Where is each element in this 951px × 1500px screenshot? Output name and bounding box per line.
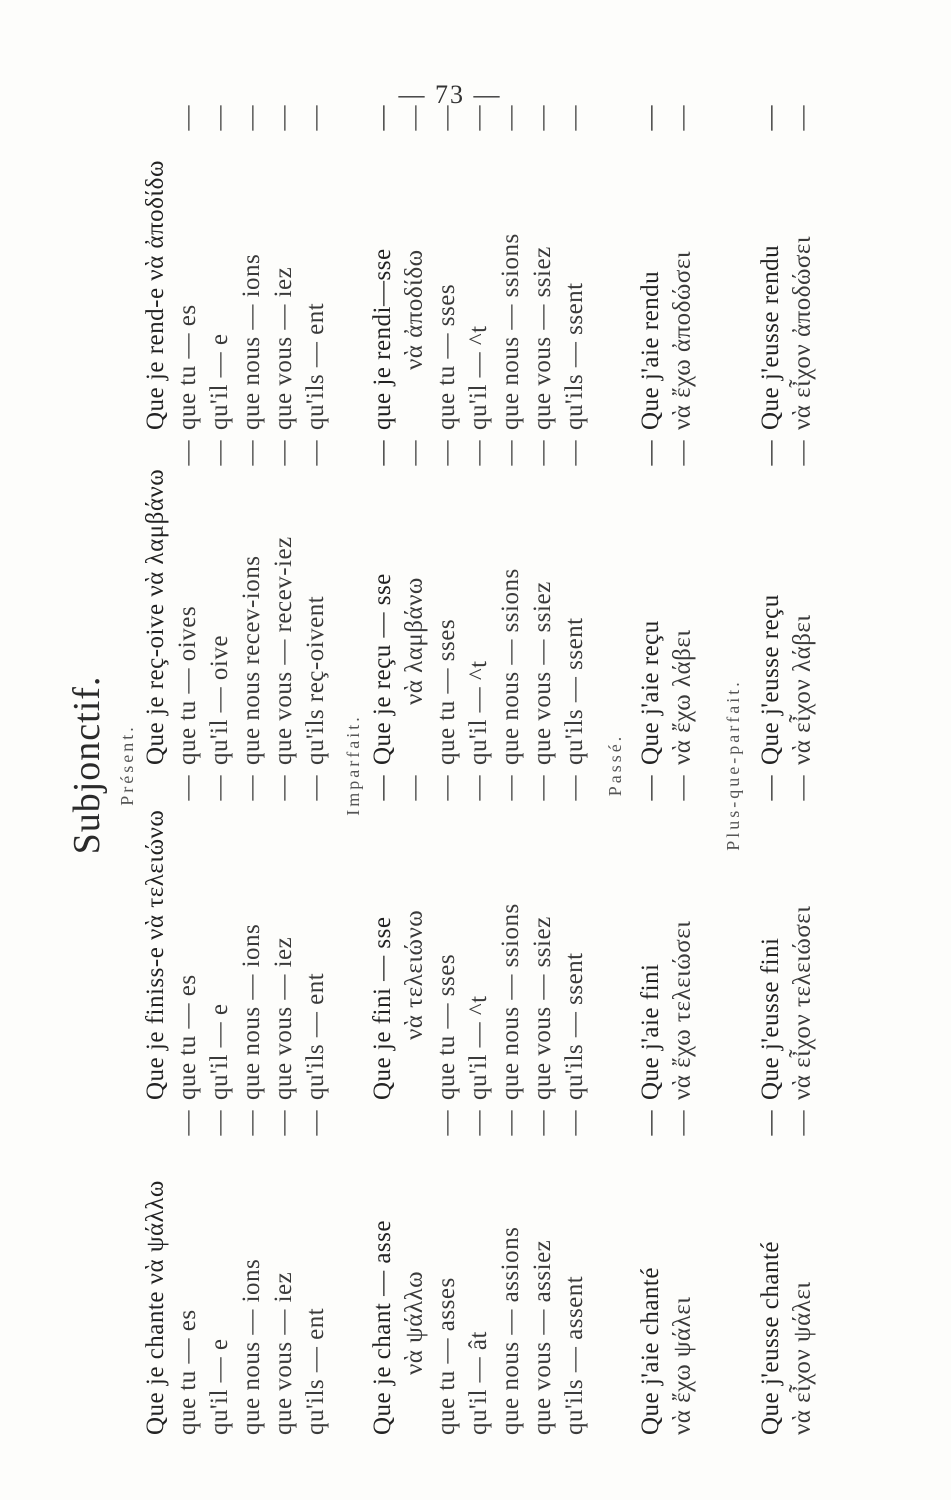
conjugation-text: Que j'eusse fini [757, 937, 784, 1100]
conjugation-dash: — [789, 440, 816, 466]
conjugation-row [172, 95, 204, 430]
conjugation-row [559, 430, 591, 765]
conjugation-row [367, 765, 399, 1100]
conjugation-dash: — [789, 1110, 816, 1136]
conjugation-text: Que je rend-e νὰ ἀποδίδω [142, 160, 169, 430]
conjugation-row [495, 430, 527, 765]
rotated-content [66, 95, 895, 1435]
conjugation-text: que nous — assions [497, 1226, 524, 1435]
conjugation-dash: — [757, 775, 784, 801]
conjugation-row [527, 430, 559, 765]
conjugation-dash: — [497, 105, 524, 131]
passe-column-3 [635, 430, 699, 765]
conjugation-row [527, 765, 559, 1100]
conjugation-dash [140, 430, 172, 440]
conjugation-dash: — [302, 105, 329, 131]
conjugation-row [559, 95, 591, 430]
page-title: Subjonctif. [66, 675, 108, 855]
conjugation-dash: — [465, 1110, 492, 1136]
conjugation-text: qu'il — ^t [465, 325, 492, 430]
plusqueparfait-column-2 [755, 765, 819, 1100]
imparfait-column-3 [367, 430, 591, 765]
conjugation-row [667, 95, 699, 430]
conjugation-text: qu'ils reç-oivent [302, 595, 329, 765]
conjugation-row [431, 1100, 463, 1435]
conjugation-row [140, 430, 172, 765]
conjugation-text: qu'ils — ssent [561, 282, 588, 430]
conjugation-row [204, 1100, 236, 1435]
conjugation-row [787, 765, 819, 1100]
conjugation-dash: — [529, 440, 556, 466]
conjugation-dash [399, 1100, 431, 1110]
conjugation-dash: — [637, 440, 664, 466]
conjugation-text: que nous — ssions [497, 568, 524, 765]
conjugation-row [300, 430, 332, 765]
conjugation-row [268, 430, 300, 765]
conjugation-row [495, 1100, 527, 1435]
conjugation-text: Que j'eusse reçu [757, 594, 784, 765]
plusqueparfait-column-4 [755, 95, 819, 430]
conjugation-text: Que j'aie fini [637, 963, 664, 1100]
conjugation-dash: — [637, 1110, 664, 1136]
conjugation-dash: — [669, 1110, 696, 1136]
conjugation-row [172, 430, 204, 765]
section-heading-passe: Passé. [605, 733, 625, 797]
conjugation-row [236, 430, 268, 765]
conjugation-dash: — [757, 1110, 784, 1136]
conjugation-row [431, 765, 463, 1100]
conjugation-dash [367, 1100, 399, 1110]
conjugation-dash: — [238, 775, 265, 801]
conjugation-dash: — [529, 105, 556, 131]
conjugation-text: que vous — ssiez [529, 581, 556, 765]
conjugation-row [236, 1100, 268, 1435]
conjugation-text: qu'ils — ssent [561, 617, 588, 765]
conjugation-dash: — [789, 105, 816, 131]
conjugation-row [204, 95, 236, 430]
conjugation-text: que nous — ssions [497, 903, 524, 1100]
conjugation-row [463, 1100, 495, 1435]
conjugation-dash: — [637, 775, 664, 801]
conjugation-row [367, 1100, 399, 1435]
conjugation-text: que vous — ssiez [529, 916, 556, 1100]
conjugation-dash: — [497, 775, 524, 801]
conjugation-text: νὰ εἶχον ἀποδώσει [789, 235, 816, 430]
conjugation-row [635, 430, 667, 765]
conjugation-dash: — [433, 105, 460, 131]
conjugation-dash: — [561, 775, 588, 801]
conjugation-dash: — [302, 1110, 329, 1136]
page-number: — 73 — [398, 80, 502, 109]
conjugation-dash: — [206, 105, 233, 131]
conjugation-text: qu'ils — ent [302, 1307, 329, 1435]
conjugation-text: νὰ εἶχον λάβει [789, 614, 816, 765]
conjugation-text: νὰ τελειώνω [401, 909, 428, 1040]
plusqueparfait-column-3 [755, 430, 819, 765]
conjugation-text: que tu — es [174, 974, 201, 1100]
conjugation-dash: — [174, 775, 201, 801]
conjugation-text: νὰ εἶχον ψάλει [789, 1281, 816, 1435]
conjugation-text: νὰ εἶχον τελειώσει [789, 905, 816, 1100]
section-heading-present: Présent. [117, 724, 137, 806]
conjugation-row [787, 1100, 819, 1435]
conjugation-dash: — [529, 1110, 556, 1136]
conjugation-text: qu'ils — ssent [561, 952, 588, 1100]
conjugation-text: que vous — ssiez [529, 246, 556, 430]
passe-column-4 [635, 95, 699, 430]
plusqueparfait-column-1 [755, 1100, 819, 1435]
conjugation-dash: — [238, 1110, 265, 1136]
conjugation-text: que tu — oives [174, 605, 201, 765]
conjugation-row [463, 430, 495, 765]
conjugation-dash: — [561, 105, 588, 131]
conjugation-row [755, 1100, 787, 1435]
conjugation-dash: — [757, 440, 784, 466]
conjugation-row [755, 430, 787, 765]
conjugation-text: νὰ ἀποδίδω [401, 249, 428, 370]
conjugation-dash: — [433, 775, 460, 801]
present-column-1 [140, 1100, 332, 1435]
conjugation-text: Que j'eusse chanté [757, 1241, 784, 1435]
conjugation-text: qu'il — oive [206, 635, 233, 765]
conjugation-dash: — [433, 1110, 460, 1136]
conjugation-dash: — [270, 440, 297, 466]
conjugation-text: νὰ ἔχω ἀποδώσει [669, 250, 696, 430]
conjugation-row [399, 1100, 431, 1435]
conjugation-row [431, 430, 463, 765]
conjugation-text: νὰ ἔχω τελειώσει [669, 920, 696, 1100]
conjugation-dash: — [270, 105, 297, 131]
conjugation-dash: — [561, 440, 588, 466]
conjugation-row [300, 95, 332, 430]
conjugation-text: qu'ils — assent [561, 1275, 588, 1435]
conjugation-dash: — [302, 775, 329, 801]
conjugation-dash: — [206, 1110, 233, 1136]
conjugation-dash: — [669, 440, 696, 466]
conjugation-text: qu'il — ât [465, 1331, 492, 1435]
conjugation-row [635, 765, 667, 1100]
conjugation-text: qu'il — ^t [465, 995, 492, 1100]
conjugation-text: Que je reç-oive νὰ λαμβάνω [142, 468, 169, 765]
conjugation-row [667, 765, 699, 1100]
conjugation-text: que vous — iez [270, 1271, 297, 1435]
conjugation-text: qu'il — e [206, 333, 233, 430]
conjugation-row [559, 765, 591, 1100]
conjugation-row [755, 765, 787, 1100]
conjugation-dash: — [174, 440, 201, 466]
conjugation-text: Que je fini — sse [369, 916, 396, 1100]
conjugation-text: que tu — asses [433, 1277, 460, 1435]
conjugation-dash: — [369, 440, 396, 466]
present-column-2 [140, 765, 332, 1100]
conjugation-text: qu'il — e [206, 1003, 233, 1100]
conjugation-text: que tu — es [174, 304, 201, 430]
conjugation-text: que tu — es [174, 1309, 201, 1435]
conjugation-dash: — [669, 775, 696, 801]
conjugation-text: νὰ ψάλλω [401, 1270, 428, 1375]
conjugation-dash: — [206, 440, 233, 466]
conjugation-text: que vous — iez [270, 266, 297, 430]
conjugation-row [787, 95, 819, 430]
conjugation-row [527, 1100, 559, 1435]
conjugation-dash: — [401, 105, 428, 131]
conjugation-row [172, 765, 204, 1100]
conjugation-dash [140, 1100, 172, 1110]
conjugation-row [667, 430, 699, 765]
conjugation-dash: — [369, 105, 396, 131]
conjugation-row [495, 765, 527, 1100]
conjugation-text: que tu — sses [433, 283, 460, 430]
conjugation-text: Que je chant — asse [369, 1220, 396, 1435]
conjugation-text: Que je chante νὰ ψάλλω [142, 1180, 169, 1435]
conjugation-dash: — [465, 440, 492, 466]
conjugation-row [140, 765, 172, 1100]
conjugation-dash: — [238, 440, 265, 466]
conjugation-text: Que j'aie rendu [637, 270, 664, 430]
conjugation-text: que vous — recev-iez [270, 536, 297, 765]
conjugation-row [399, 430, 431, 765]
conjugation-row [268, 95, 300, 430]
conjugation-row [787, 430, 819, 765]
conjugation-dash: — [270, 1110, 297, 1136]
conjugation-dash: — [529, 775, 556, 801]
conjugation-row [140, 1100, 172, 1435]
conjugation-row [236, 765, 268, 1100]
conjugation-dash: — [270, 775, 297, 801]
passe-column-2 [635, 765, 699, 1100]
imparfait-column-2 [367, 765, 591, 1100]
conjugation-text: que tu — sses [433, 618, 460, 765]
conjugation-row [431, 95, 463, 430]
conjugation-dash: — [465, 775, 492, 801]
conjugation-dash: — [206, 775, 233, 801]
conjugation-text: qu'il — ^t [465, 660, 492, 765]
conjugation-text: νὰ ἔχω ψάλει [669, 1296, 696, 1435]
conjugation-dash: — [433, 440, 460, 466]
conjugation-row [635, 1100, 667, 1435]
conjugation-text: νὰ λαμβάνω [401, 577, 428, 705]
conjugation-dash: — [302, 440, 329, 466]
conjugation-text: Que j'eusse rendu [757, 244, 784, 430]
conjugation-text: νὰ ἔχω λάβει [669, 629, 696, 765]
conjugation-text: que nous — ions [238, 253, 265, 430]
conjugation-text: Que je reçu — sse [369, 573, 396, 765]
conjugation-text: Que j'aie chanté [637, 1267, 664, 1435]
imparfait-column-1 [367, 1100, 591, 1435]
conjugation-dash: — [238, 105, 265, 131]
conjugation-text: Que je finiss-e νὰ τελειώνω [142, 809, 169, 1100]
section-heading-imparfait: Imparfait. [343, 714, 363, 816]
conjugation-dash [140, 765, 172, 775]
conjugation-dash: — [497, 440, 524, 466]
conjugation-row [463, 95, 495, 430]
conjugation-dash: — [369, 775, 396, 801]
conjugation-dash: — [757, 105, 784, 131]
conjugation-row [367, 430, 399, 765]
conjugation-row [172, 1100, 204, 1435]
conjugation-dash: — [561, 1110, 588, 1136]
conjugation-row [204, 430, 236, 765]
imparfait-column-4 [367, 95, 591, 430]
conjugation-row [755, 95, 787, 430]
conjugation-text: qu'il — e [206, 1338, 233, 1435]
conjugation-row [667, 1100, 699, 1435]
conjugation-row [463, 765, 495, 1100]
conjugation-row [367, 95, 399, 430]
conjugation-dash: — [637, 105, 664, 131]
conjugation-row [268, 765, 300, 1100]
conjugation-text: que tu — sses [433, 953, 460, 1100]
conjugation-row [204, 765, 236, 1100]
conjugation-dash: — [401, 775, 428, 801]
passe-column-1 [635, 1100, 699, 1435]
conjugation-row [559, 1100, 591, 1435]
conjugation-dash: — [789, 775, 816, 801]
conjugation-dash [140, 95, 172, 105]
conjugation-row [268, 1100, 300, 1435]
conjugation-dash: — [465, 105, 492, 131]
conjugation-text: que vous — iez [270, 936, 297, 1100]
conjugation-text: qu'ils — ent [302, 302, 329, 430]
conjugation-text: que nous — ions [238, 923, 265, 1100]
conjugation-row [527, 95, 559, 430]
conjugation-row [236, 95, 268, 430]
present-column-4 [140, 95, 332, 430]
conjugation-dash: — [174, 1110, 201, 1136]
conjugation-row [300, 765, 332, 1100]
conjugation-row [399, 765, 431, 1100]
conjugation-text: que nous — ions [238, 1258, 265, 1435]
conjugation-row [140, 95, 172, 430]
conjugation-row [635, 95, 667, 430]
conjugation-dash: — [669, 105, 696, 131]
conjugation-text: que vous — assiez [529, 1239, 556, 1435]
conjugation-dash: — [401, 440, 428, 466]
conjugation-row [300, 1100, 332, 1435]
conjugation-text: que nous recev-ions [238, 555, 265, 765]
conjugation-text: qu'ils — ent [302, 972, 329, 1100]
section-heading-plusqueparfait: Plus-que-parfait. [723, 679, 743, 851]
conjugation-row [399, 95, 431, 430]
conjugation-dash: — [174, 105, 201, 131]
conjugation-text: que nous — ssions [497, 233, 524, 430]
conjugation-dash: — [497, 1110, 524, 1136]
conjugation-text: Que j'aie reçu [637, 620, 664, 765]
conjugation-row [495, 95, 527, 430]
present-column-3 [140, 430, 332, 765]
conjugation-text: que je rendi—sse [369, 248, 396, 430]
